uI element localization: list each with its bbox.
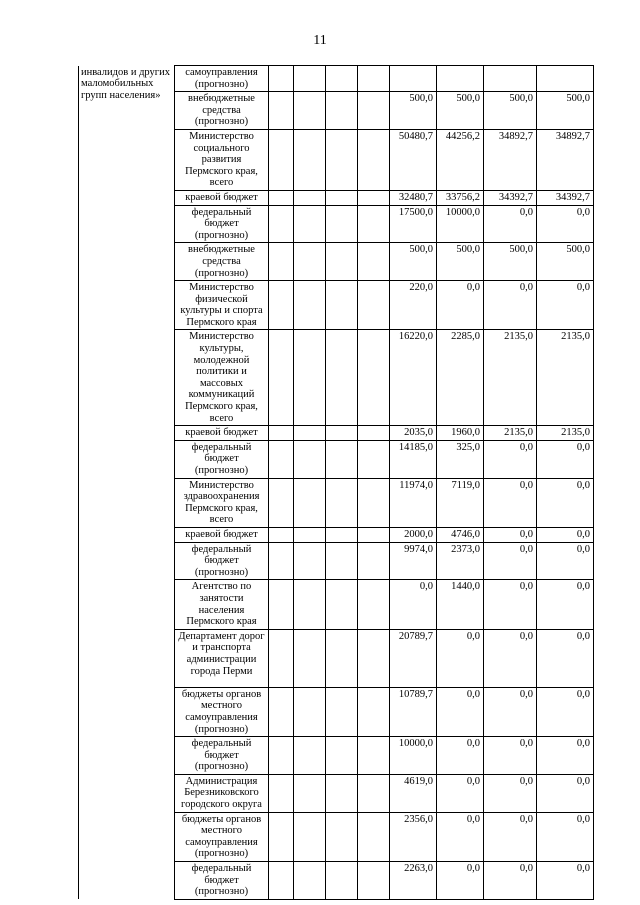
empty-cell [326,629,358,687]
empty-cell [269,527,294,542]
amount-cell: 2000,0 [390,527,437,542]
amount-cell: 2135,0 [484,426,537,441]
empty-cell [326,812,358,861]
empty-cell [269,243,294,281]
empty-cell [326,190,358,205]
funding-source-cell: федеральный бюджет (прогнозно) [175,737,269,775]
empty-cell [294,629,326,687]
amount-cell: 0,0 [437,812,484,861]
funding-source-cell: федеральный бюджет (прогнозно) [175,205,269,243]
table-body [79,66,594,900]
amount-cell: 0,0 [390,580,437,629]
amount-cell: 325,0 [437,440,484,478]
amount-cell: 34392,7 [484,190,537,205]
amount-cell: 0,0 [437,862,484,900]
amount-cell: 0,0 [437,774,484,812]
empty-cell [326,243,358,281]
amount-cell: 34392,7 [537,190,594,205]
amount-cell: 0,0 [537,580,594,629]
funding-source-cell: Министерство социального развития Пермского края, всего [175,129,269,190]
amount-cell: 34892,7 [484,129,537,190]
empty-cell [294,527,326,542]
amount-cell: 4746,0 [437,527,484,542]
amount-cell [537,66,594,92]
empty-cell [294,862,326,900]
funding-source-cell: Министерство здравоохранения Пермского края, всего [175,478,269,527]
empty-cell [269,580,294,629]
amount-cell [484,66,537,92]
empty-cell [358,426,390,441]
empty-cell [269,737,294,775]
empty-cell [294,426,326,441]
amount-cell: 500,0 [537,92,594,130]
amount-cell: 0,0 [484,774,537,812]
amount-cell: 0,0 [484,737,537,775]
empty-cell [294,281,326,330]
amount-cell: 0,0 [484,205,537,243]
activity-name-cell: инвалидов и других маломобильных групп населения» [79,66,175,900]
empty-cell [294,243,326,281]
amount-cell: 0,0 [484,281,537,330]
empty-cell [269,66,294,92]
funding-source-cell: Министерство физической культуры и спорта Пермского края [175,281,269,330]
amount-cell: 0,0 [437,629,484,687]
funding-source-cell: Министерство культуры, молодежной политики и массовых коммуникаций Пермского края, всего [175,330,269,426]
amount-cell: 0,0 [537,629,594,687]
empty-cell [326,774,358,812]
funding-source-cell: Администрация Березниковского городского округа [175,774,269,812]
empty-cell [326,440,358,478]
empty-cell [326,281,358,330]
empty-cell [294,812,326,861]
amount-cell: 11974,0 [390,478,437,527]
amount-cell: 0,0 [537,774,594,812]
funding-source-cell: федеральный бюджет (прогнозно) [175,542,269,580]
empty-cell [294,330,326,426]
amount-cell: 0,0 [437,281,484,330]
empty-cell [326,426,358,441]
amount-cell: 16220,0 [390,330,437,426]
funding-source-cell: краевой бюджет [175,426,269,441]
empty-cell [358,129,390,190]
amount-cell: 14185,0 [390,440,437,478]
amount-cell: 50480,7 [390,129,437,190]
empty-cell [358,687,390,736]
empty-cell [358,542,390,580]
amount-cell: 32480,7 [390,190,437,205]
empty-cell [269,542,294,580]
empty-cell [358,66,390,92]
funding-source-cell: бюджеты органов местного самоуправления (прогнозно) [175,812,269,861]
amount-cell: 500,0 [537,243,594,281]
empty-cell [358,92,390,130]
amount-cell: 0,0 [537,862,594,900]
empty-cell [269,629,294,687]
amount-cell: 0,0 [537,737,594,775]
amount-cell: 1960,0 [437,426,484,441]
amount-cell: 0,0 [484,687,537,736]
amount-cell: 2135,0 [537,426,594,441]
empty-cell [326,66,358,92]
empty-cell [294,774,326,812]
empty-cell [326,542,358,580]
empty-cell [358,330,390,426]
funding-source-cell: Агентство по занятости населения Пермского края [175,580,269,629]
amount-cell: 0,0 [537,440,594,478]
empty-cell [294,478,326,527]
empty-cell [358,478,390,527]
empty-cell [326,205,358,243]
empty-cell [326,330,358,426]
amount-cell: 500,0 [390,92,437,130]
empty-cell [269,687,294,736]
amount-cell: 500,0 [437,92,484,130]
amount-cell: 2135,0 [537,330,594,426]
amount-cell: 0,0 [484,527,537,542]
empty-cell [294,66,326,92]
empty-cell [269,774,294,812]
empty-cell [294,205,326,243]
empty-cell [326,862,358,900]
amount-cell: 0,0 [537,812,594,861]
amount-cell: 0,0 [537,542,594,580]
empty-cell [269,92,294,130]
empty-cell [326,478,358,527]
empty-cell [294,129,326,190]
empty-cell [326,687,358,736]
empty-cell [358,190,390,205]
amount-cell: 0,0 [437,737,484,775]
funding-source-cell: внебюджетные средства (прогнозно) [175,92,269,130]
amount-cell: 0,0 [537,205,594,243]
amount-cell: 0,0 [484,580,537,629]
amount-cell [390,66,437,92]
empty-cell [269,205,294,243]
amount-cell: 10000,0 [390,737,437,775]
page-number: 11 [313,33,327,48]
amount-cell: 2035,0 [390,426,437,441]
empty-cell [358,580,390,629]
empty-cell [294,542,326,580]
empty-cell [358,812,390,861]
empty-cell [269,281,294,330]
amount-cell: 2135,0 [484,330,537,426]
funding-source-cell: краевой бюджет [175,527,269,542]
funding-source-cell: федеральный бюджет (прогнозно) [175,862,269,900]
empty-cell [269,862,294,900]
amount-cell: 10789,7 [390,687,437,736]
amount-cell: 34892,7 [537,129,594,190]
empty-cell [294,92,326,130]
empty-cell [358,527,390,542]
amount-cell: 20789,7 [390,629,437,687]
funding-source-cell: самоуправления (прогнозно) [175,66,269,92]
empty-cell [358,629,390,687]
amount-cell [437,66,484,92]
empty-cell [358,440,390,478]
empty-cell [358,774,390,812]
amount-cell: 500,0 [484,92,537,130]
empty-cell [326,92,358,130]
amount-cell: 0,0 [484,629,537,687]
amount-cell: 2373,0 [437,542,484,580]
funding-source-cell: краевой бюджет [175,190,269,205]
empty-cell [269,812,294,861]
budget-table [78,65,594,900]
amount-cell: 9974,0 [390,542,437,580]
amount-cell: 500,0 [390,243,437,281]
empty-cell [326,737,358,775]
amount-cell: 33756,2 [437,190,484,205]
funding-source-cell: федеральный бюджет (прогнозно) [175,440,269,478]
funding-source-cell: Департамент дорог и транспорта администрации города Перми [175,629,269,687]
amount-cell: 0,0 [537,527,594,542]
empty-cell [294,687,326,736]
funding-source-cell: внебюджетные средства (прогнозно) [175,243,269,281]
empty-cell [294,737,326,775]
empty-cell [326,129,358,190]
empty-cell [358,243,390,281]
amount-cell: 2285,0 [437,330,484,426]
amount-cell: 0,0 [484,440,537,478]
funding-source-cell: бюджеты органов местного самоуправления (прогнозно) [175,687,269,736]
amount-cell: 0,0 [484,862,537,900]
amount-cell: 220,0 [390,281,437,330]
amount-cell: 500,0 [437,243,484,281]
amount-cell: 1440,0 [437,580,484,629]
empty-cell [326,580,358,629]
empty-cell [269,129,294,190]
empty-cell [358,281,390,330]
amount-cell: 7119,0 [437,478,484,527]
empty-cell [269,440,294,478]
amount-cell: 0,0 [484,478,537,527]
empty-cell [269,426,294,441]
empty-cell [294,190,326,205]
empty-cell [269,190,294,205]
amount-cell: 0,0 [484,542,537,580]
amount-cell: 0,0 [484,812,537,861]
empty-cell [294,440,326,478]
empty-cell [269,478,294,527]
amount-cell: 4619,0 [390,774,437,812]
amount-cell: 44256,2 [437,129,484,190]
empty-cell [358,737,390,775]
empty-cell [358,205,390,243]
amount-cell: 0,0 [537,281,594,330]
amount-cell: 17500,0 [390,205,437,243]
amount-cell: 10000,0 [437,205,484,243]
amount-cell: 0,0 [437,687,484,736]
amount-cell: 2263,0 [390,862,437,900]
empty-cell [294,580,326,629]
empty-cell [358,862,390,900]
amount-cell: 0,0 [537,478,594,527]
amount-cell: 500,0 [484,243,537,281]
amount-cell: 2356,0 [390,812,437,861]
empty-cell [326,527,358,542]
empty-cell [269,330,294,426]
amount-cell: 0,0 [537,687,594,736]
table-row [79,66,594,92]
